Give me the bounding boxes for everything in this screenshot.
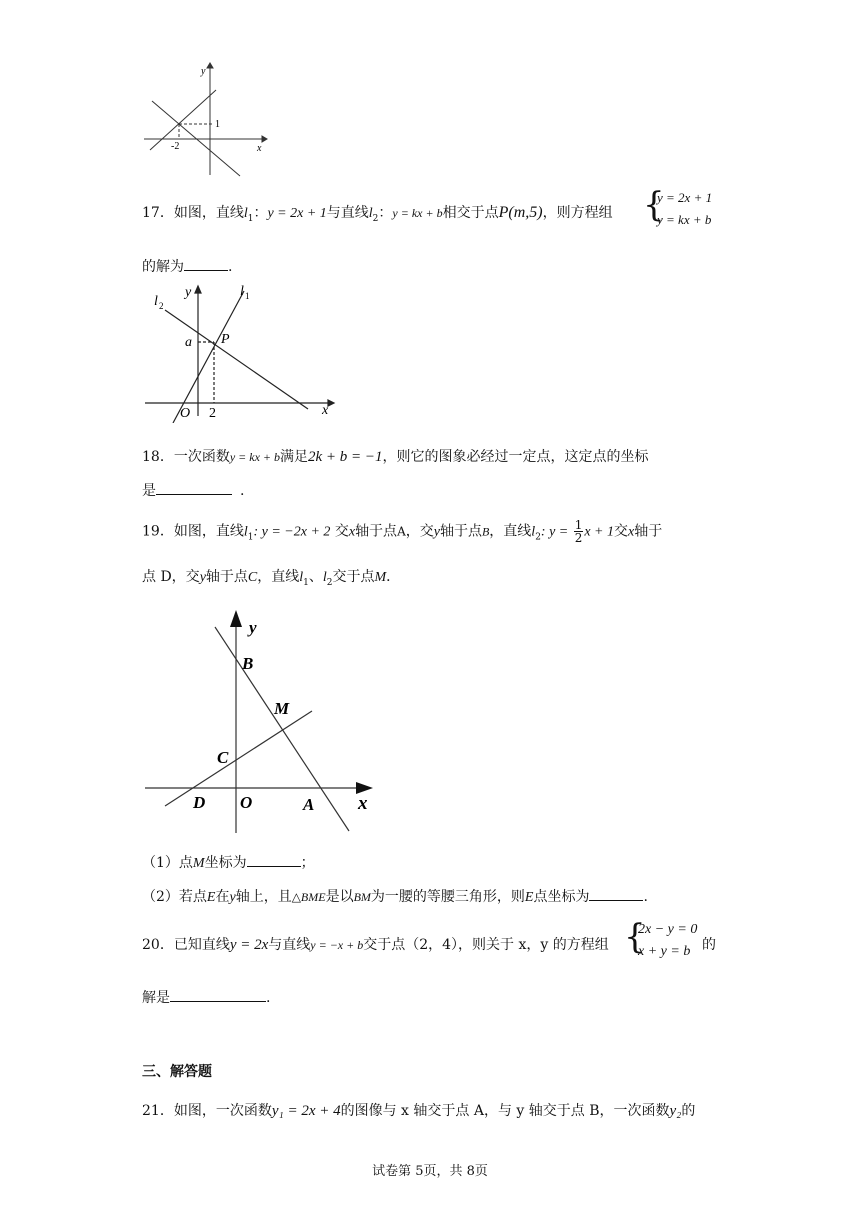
q20-line1: 20．已知直线y = 2x与直线y = −x + b交于点（2，4），则关于 x，y 的方程组 bbox=[142, 937, 609, 953]
q19-A-label: A bbox=[303, 795, 315, 814]
q19-y-label: y bbox=[249, 618, 257, 637]
q20-line2: 解是 . bbox=[142, 987, 270, 1007]
q19-x-label: x bbox=[358, 793, 368, 814]
q16-figure bbox=[140, 60, 270, 182]
q19-C-label: C bbox=[217, 748, 229, 767]
q17-x-label: x bbox=[322, 403, 329, 418]
svg-text:2: 2 bbox=[159, 301, 164, 311]
q19-line2: 点 D，交y轴于点C，直线$l_1$、$l_2$交于点M． bbox=[142, 569, 401, 588]
q19-D-label: D bbox=[193, 793, 206, 812]
q17-O-label: O bbox=[180, 406, 191, 421]
q17-line2: 的解为 . bbox=[142, 256, 232, 276]
q17-l2-label: l bbox=[154, 294, 158, 309]
q19-M-label: M bbox=[274, 699, 290, 718]
q17-P-label: P bbox=[221, 332, 230, 347]
q19-line1: 19．如图，直线$l_1$: y = −2x + 2 交x轴于点A，交y轴于点B，直线$l_2$: y = $\frac{1}{2}$ x + 1交x轴于 bbox=[142, 518, 663, 545]
q19-O-label: O bbox=[240, 793, 253, 812]
brace-icon: { bbox=[643, 185, 665, 225]
q16-y-label: y bbox=[201, 66, 206, 77]
q17-two-label: 2 bbox=[209, 406, 216, 421]
q17-figure bbox=[143, 283, 338, 423]
svg-text:1: 1 bbox=[245, 291, 250, 301]
answer-blank[interactable] bbox=[589, 886, 643, 901]
answer-blank[interactable] bbox=[247, 852, 301, 867]
brace-icon: { bbox=[624, 917, 646, 957]
q17-point: P(m,5) bbox=[498, 204, 543, 221]
section-heading: 三、解答题 bbox=[142, 1064, 212, 1080]
q21-line1: 21．如图，一次函数y₁ = 2x + 4的图像与 x 轴交于点 A，与 y 轴交于点 B，一次函数y₂的 bbox=[142, 1103, 696, 1119]
q18-line2: 是 . bbox=[142, 480, 244, 500]
q17-a-label: a bbox=[185, 335, 192, 350]
l1-symbol: l bbox=[243, 206, 248, 221]
answer-blank[interactable] bbox=[156, 480, 232, 495]
q17-eq2: y = kx + b bbox=[392, 206, 443, 220]
q19-sub2: （2）若点E在y轴上，且△BME是以BM为一腰的等腰三角形，则E点坐标为 . bbox=[142, 886, 648, 906]
page-footer: 试卷第 5页，共 8页 bbox=[372, 1164, 488, 1179]
q16-x-label: x bbox=[257, 143, 262, 154]
q16-one-label: 1 bbox=[215, 119, 220, 130]
q17-eq1: y = 2x + 1 bbox=[267, 206, 327, 221]
fraction: $\frac{1}{2}$ bbox=[574, 518, 583, 545]
q19-figure bbox=[143, 605, 383, 840]
q18-line1: 18．一次函数y = kx + b满足2k + b = −1，则它的图象必经过一定点，这定点的坐标 bbox=[142, 449, 649, 465]
q17-y-label: y bbox=[185, 285, 192, 300]
q17-line1: 17．如图，直线$l_1$：y = 2x + 1与直线$l_2$：y = kx + b相交于点P(m,5)，则方程组 bbox=[142, 204, 613, 224]
q19-B-label: B bbox=[242, 654, 254, 673]
answer-blank[interactable] bbox=[184, 256, 228, 271]
q16-neg2-label: -2 bbox=[171, 141, 180, 152]
answer-blank[interactable] bbox=[170, 987, 266, 1002]
q17-l1-label: l bbox=[240, 284, 244, 299]
q20-tail: 的 bbox=[702, 937, 716, 953]
q19-sub1: （1）点M坐标为 ； bbox=[142, 852, 315, 872]
